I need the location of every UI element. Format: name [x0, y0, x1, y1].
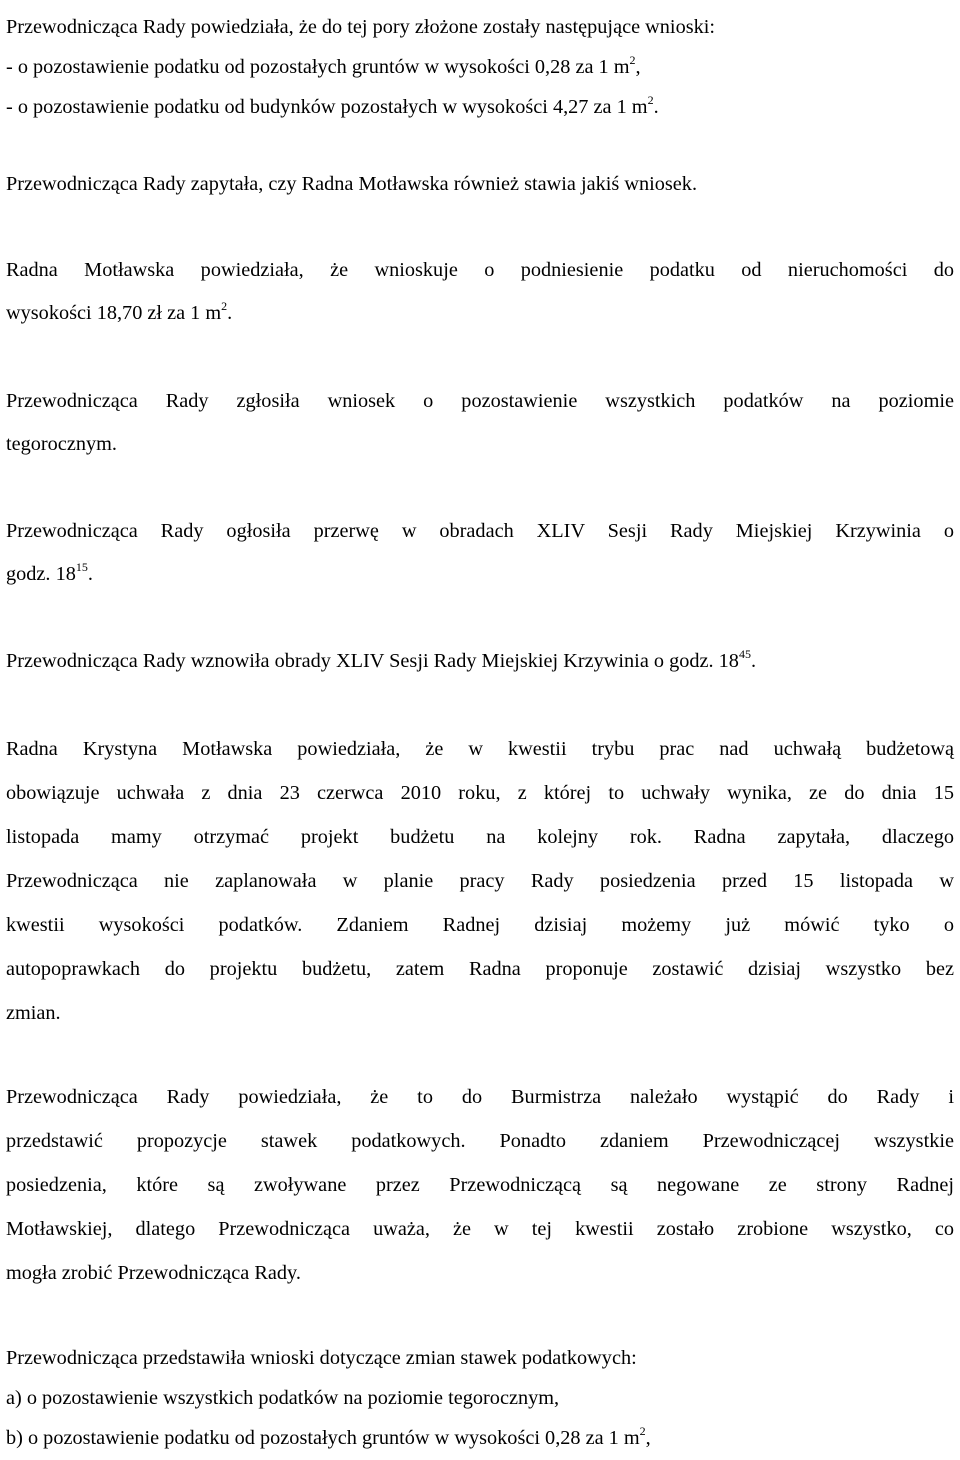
text-line	[6, 16, 954, 38]
text-span: - o pozostawienie podatku od pozostałych gruntów w wysokości 0,28 za 1 m	[6, 56, 630, 78]
text-line	[6, 299, 954, 324]
text-span: Radna Krystyna Motławska powiedziała, że w kwestii trybu prac nad uchwałą budżetową	[6, 738, 954, 760]
text-span: .	[750, 650, 757, 672]
text-span: Motławskiej, dlatego Przewodnicząca uważa, że w tej kwestii zostało zrobione wszystko, co	[6, 1218, 954, 1240]
text-span: Przewodnicząca Rady wznowiła obrady XLIV Sesji Rady Miejskiej Krzywinia o godz. 18	[6, 650, 739, 672]
text-line	[6, 1002, 954, 1024]
text-line	[6, 1262, 954, 1284]
paragraph-motions-list	[6, 1347, 954, 1449]
text-line	[6, 826, 954, 848]
list-item-b	[6, 1424, 954, 1449]
paragraph-session-resumed	[6, 647, 954, 672]
text-span: przedstawić propozycje stawek podatkowych. Ponadto zdaniem Przewodniczącej wszystkie	[6, 1130, 954, 1152]
text-span: wysokości 18,70 zł za 1 m	[6, 302, 222, 324]
text-span: Przewodnicząca Rady powiedziała, że do tej pory złożone zostały następujące wnioski:	[6, 16, 716, 38]
text-line	[6, 433, 954, 455]
text-line	[6, 1086, 954, 1108]
text-span: obowiązuje uchwała z dnia 23 czerwca 2010 roku, z której to uchwały wynika, ze do dnia 15	[6, 782, 954, 804]
text-line	[6, 958, 954, 980]
superscript: 2	[647, 93, 654, 108]
text-span: .	[653, 96, 659, 118]
text-span: Przewodnicząca Rady zapytała, czy Radna Motławska również stawia jakiś wniosek.	[6, 173, 698, 195]
text-line	[6, 259, 954, 281]
text-span: Przewodnicząca przedstawiła wnioski dotyczące zmian stawek podatkowych:	[6, 1347, 637, 1369]
text-span: listopada mamy otrzymać projekt budżetu na kolejny rok. Radna zapytała, dlaczego	[6, 826, 954, 848]
superscript: 45	[738, 647, 751, 662]
text-span: Przewodnicząca Rady ogłosiła przerwę w obradach XLIV Sesji Rady Miejskiej Krzywinia o	[6, 520, 954, 542]
text-span: autopoprawkach do projektu budżetu, zatem Radna proponuje zostawić dzisiaj wszystko bez	[6, 958, 954, 980]
text-span: kwestii wysokości podatków. Zdaniem Radnej dzisiaj możemy już mówić tyko o	[6, 914, 954, 936]
text-line	[6, 560, 954, 585]
text-line	[6, 1174, 954, 1196]
text-span: Radna Motławska powiedziała, że wnioskuje o podniesienie podatku od nieruchomości do	[6, 259, 954, 281]
text-span: .	[87, 563, 93, 585]
list-item-a	[6, 1387, 954, 1409]
text-span: - o pozostawienie podatku od budynków pozostałych w wysokości 4,27 za 1 m	[6, 96, 648, 118]
text-span: .	[227, 302, 233, 324]
superscript: 15	[75, 560, 88, 575]
text-span: ,	[645, 1427, 651, 1449]
text-line	[6, 870, 954, 892]
text-line	[6, 914, 954, 936]
paragraph-chair-motion	[6, 390, 954, 455]
text-line	[6, 647, 954, 672]
text-span: godz. 18	[6, 563, 76, 585]
text-span: posiedzenia, które są zwoływane przez Przewodniczącą są negowane ze strony Radnej	[6, 1174, 954, 1196]
text-span: Przewodnicząca Rady powiedziała, że to do Burmistrza należało wystąpić do Rady i	[6, 1086, 954, 1108]
text-line	[6, 1218, 954, 1240]
text-span: Przewodnicząca Rady zgłosiła wniosek o pozostawienie wszystkich podatków na poziomie	[6, 390, 954, 412]
paragraph-chair-response	[6, 1086, 954, 1284]
text-span: mogła zrobić Przewodnicząca Rady.	[6, 1262, 301, 1284]
superscript: 2	[639, 1424, 646, 1439]
text-line	[6, 520, 954, 542]
text-line	[6, 738, 954, 760]
text-line	[6, 390, 954, 412]
text-span: b) o pozostawienie podatku od pozostałych gruntów w wysokości 0,28 za 1 m	[6, 1427, 640, 1449]
text-span: Przewodnicząca nie zaplanowała w planie pracy Rady posiedzenia przed 15 listopada w	[6, 870, 954, 892]
text-span: ,	[635, 56, 641, 78]
text-span: zmian.	[6, 1002, 61, 1024]
paragraph-motions-intro	[6, 16, 954, 118]
text-span: a) o pozostawienie wszystkich podatków na poziomie tegorocznym,	[6, 1387, 560, 1409]
paragraph-chair-question	[6, 173, 954, 195]
text-line	[6, 1347, 954, 1369]
text-line	[6, 1130, 954, 1152]
paragraph-budget-procedure	[6, 738, 954, 1024]
text-span: tegorocznym.	[6, 433, 117, 455]
text-line	[6, 782, 954, 804]
paragraph-motlawska-motion	[6, 259, 954, 324]
text-line	[6, 173, 954, 195]
text-line	[6, 53, 954, 78]
superscript: 2	[629, 53, 636, 68]
text-line	[6, 93, 954, 118]
superscript: 2	[221, 299, 228, 314]
paragraph-break-announced	[6, 520, 954, 585]
